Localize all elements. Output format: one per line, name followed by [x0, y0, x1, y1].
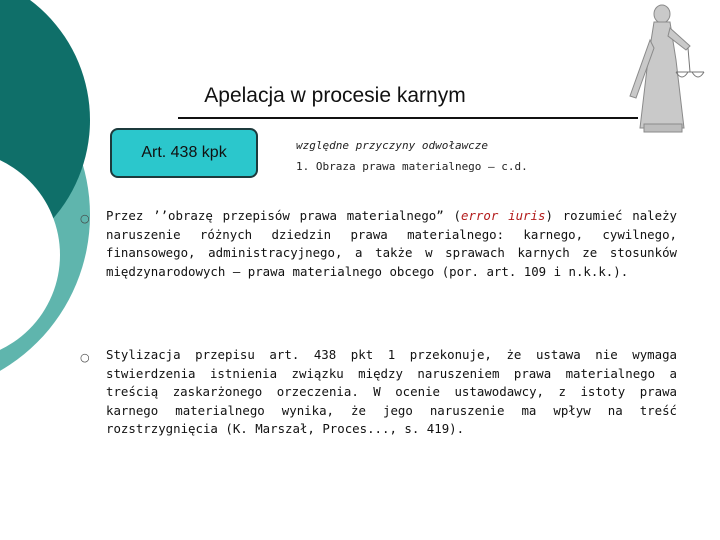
slide-title: Apelacja w procesie karnym: [204, 84, 466, 107]
article-box-label: Art. 438 kpk: [141, 144, 227, 161]
bullet-marker-icon: ○: [80, 351, 90, 364]
subheading-line: 1. Obraza prawa materialnego – c.d.: [296, 160, 528, 173]
bullet-marker-icon: ○: [80, 212, 90, 225]
bullet-1-highlight: error iuris: [461, 208, 546, 223]
bullet-1-text-before: Przez ’’obrazę przepisów prawa materialnego” (: [106, 208, 461, 223]
bullet-1-text-after: ) rozumieć należy naruszenie różnych dziedzin prawa materialnego: karnego, cywilnego, finansowego, administracyjnego, a także w sprawach karnych ze stosunków międzynarodowych – prawa materialnego obcego (por. art. 109 i n.k.k.).: [106, 208, 677, 279]
bullet-paragraph-2: Stylizacja przepisu art. 438 pkt 1 przekonuje, że ustawa nie wymaga stwierdzenia istnienia związku między naruszeniem prawa materialnego a treścią zaskarżonego orzeczenia. W ocenie ustawodawcy, z istoty prawa karnego materialnego wynika, że jego naruszenie ma wpływ na treść rozstrzygnięcia (K. Marszał, Proces..., s. 419).: [106, 347, 677, 437]
justice-statue-image: [630, 5, 704, 132]
subheading: względne przyczyny odwoławcze: [296, 139, 489, 152]
bullet-paragraph-1: [106, 207, 677, 281]
article-box: [110, 128, 258, 178]
title-divider: [178, 117, 638, 119]
